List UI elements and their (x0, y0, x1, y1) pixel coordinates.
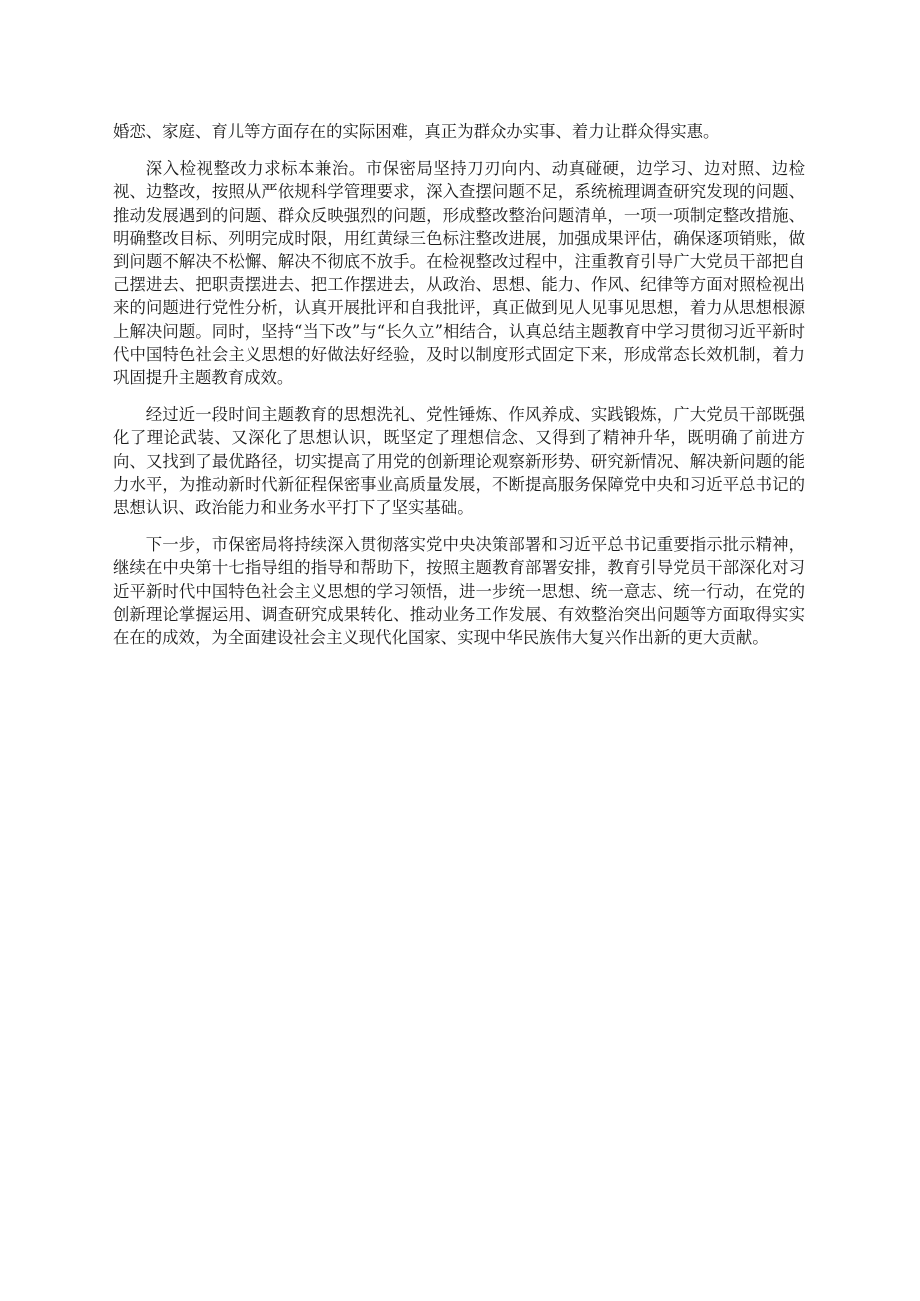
paragraph-results: 经过近一段时间主题教育的思想洗礼、党性锤炼、作风养成、实践锻炼，广大党员干部既强化了理论武装、又深化了思想认识，既坚定了理想信念、又得到了精神升华，既明确了前进方向、又找到了最优路径，切实提高了用党的创新理论观察新形势、研究新情况、解决新问题的能力水平，为推动新时代新征程保密事业高质量发展，不断提高服务保障党中央和习近平总书记的思想认识、政治能力和业务水平打下了坚实基础。 (113, 405, 805, 518)
paragraph-rectification: 深入检视整改力求标本兼治。市保密局坚持刀刃向内、动真碰硬，边学习、边对照、边检视、边整改，按照从严依规科学管理要求，深入查摆问题不足，系统梳理调查研究发现的问题、推动发展遇到的问题、群众反映强烈的问题，形成整改整治问题清单，一项一项制定整改措施、明确整改目标、列明完成时限，用红黄绿三色标注整改进展，加强成果评估，确保逐项销账，做到问题不解决不松懈、解决不彻底不放手。在检视整改过程中，注重教育引导广大党员干部把自己摆进去、把职责摆进去、把工作摆进去，从政治、思想、能力、作风、纪律等方面对照检视出来的问题进行党性分析，认真开展批评和自我批评，真正做到见人见事见思想，着力从思想根源上解决问题。同时，坚持“当下改”与“长久立”相结合，认真总结主题教育中学习贯彻习近平新时代中国特色社会主义思想的好做法好经验，及时以制度形式固定下来，形成常态长效机制，着力巩固提升主题教育成效。 (113, 159, 805, 388)
paragraph-continued: 婚恋、家庭、育儿等方面存在的实际困难，真正为群众办实事、着力让群众得实惠。 (113, 122, 720, 141)
paragraph-next-steps: 下一步，市保密局将持续深入贯彻落实党中央决策部署和习近平总书记重要指示批示精神，继续在中央第十七指导组的指导和帮助下，按照主题教育部署安排，教育引导党员干部深化对习近平新时代中国特色社会主义思想的学习领悟，进一步统一思想、统一意志、统一行动，在党的创新理论掌握运用、调查研究成果转化、推动业务工作发展、有效整治突出问题等方面取得实实在在的成效，为全面建设社会主义现代化国家、实现中华民族伟大复兴作出新的更大贡献。 (113, 535, 805, 648)
document-body (113, 120, 805, 663)
